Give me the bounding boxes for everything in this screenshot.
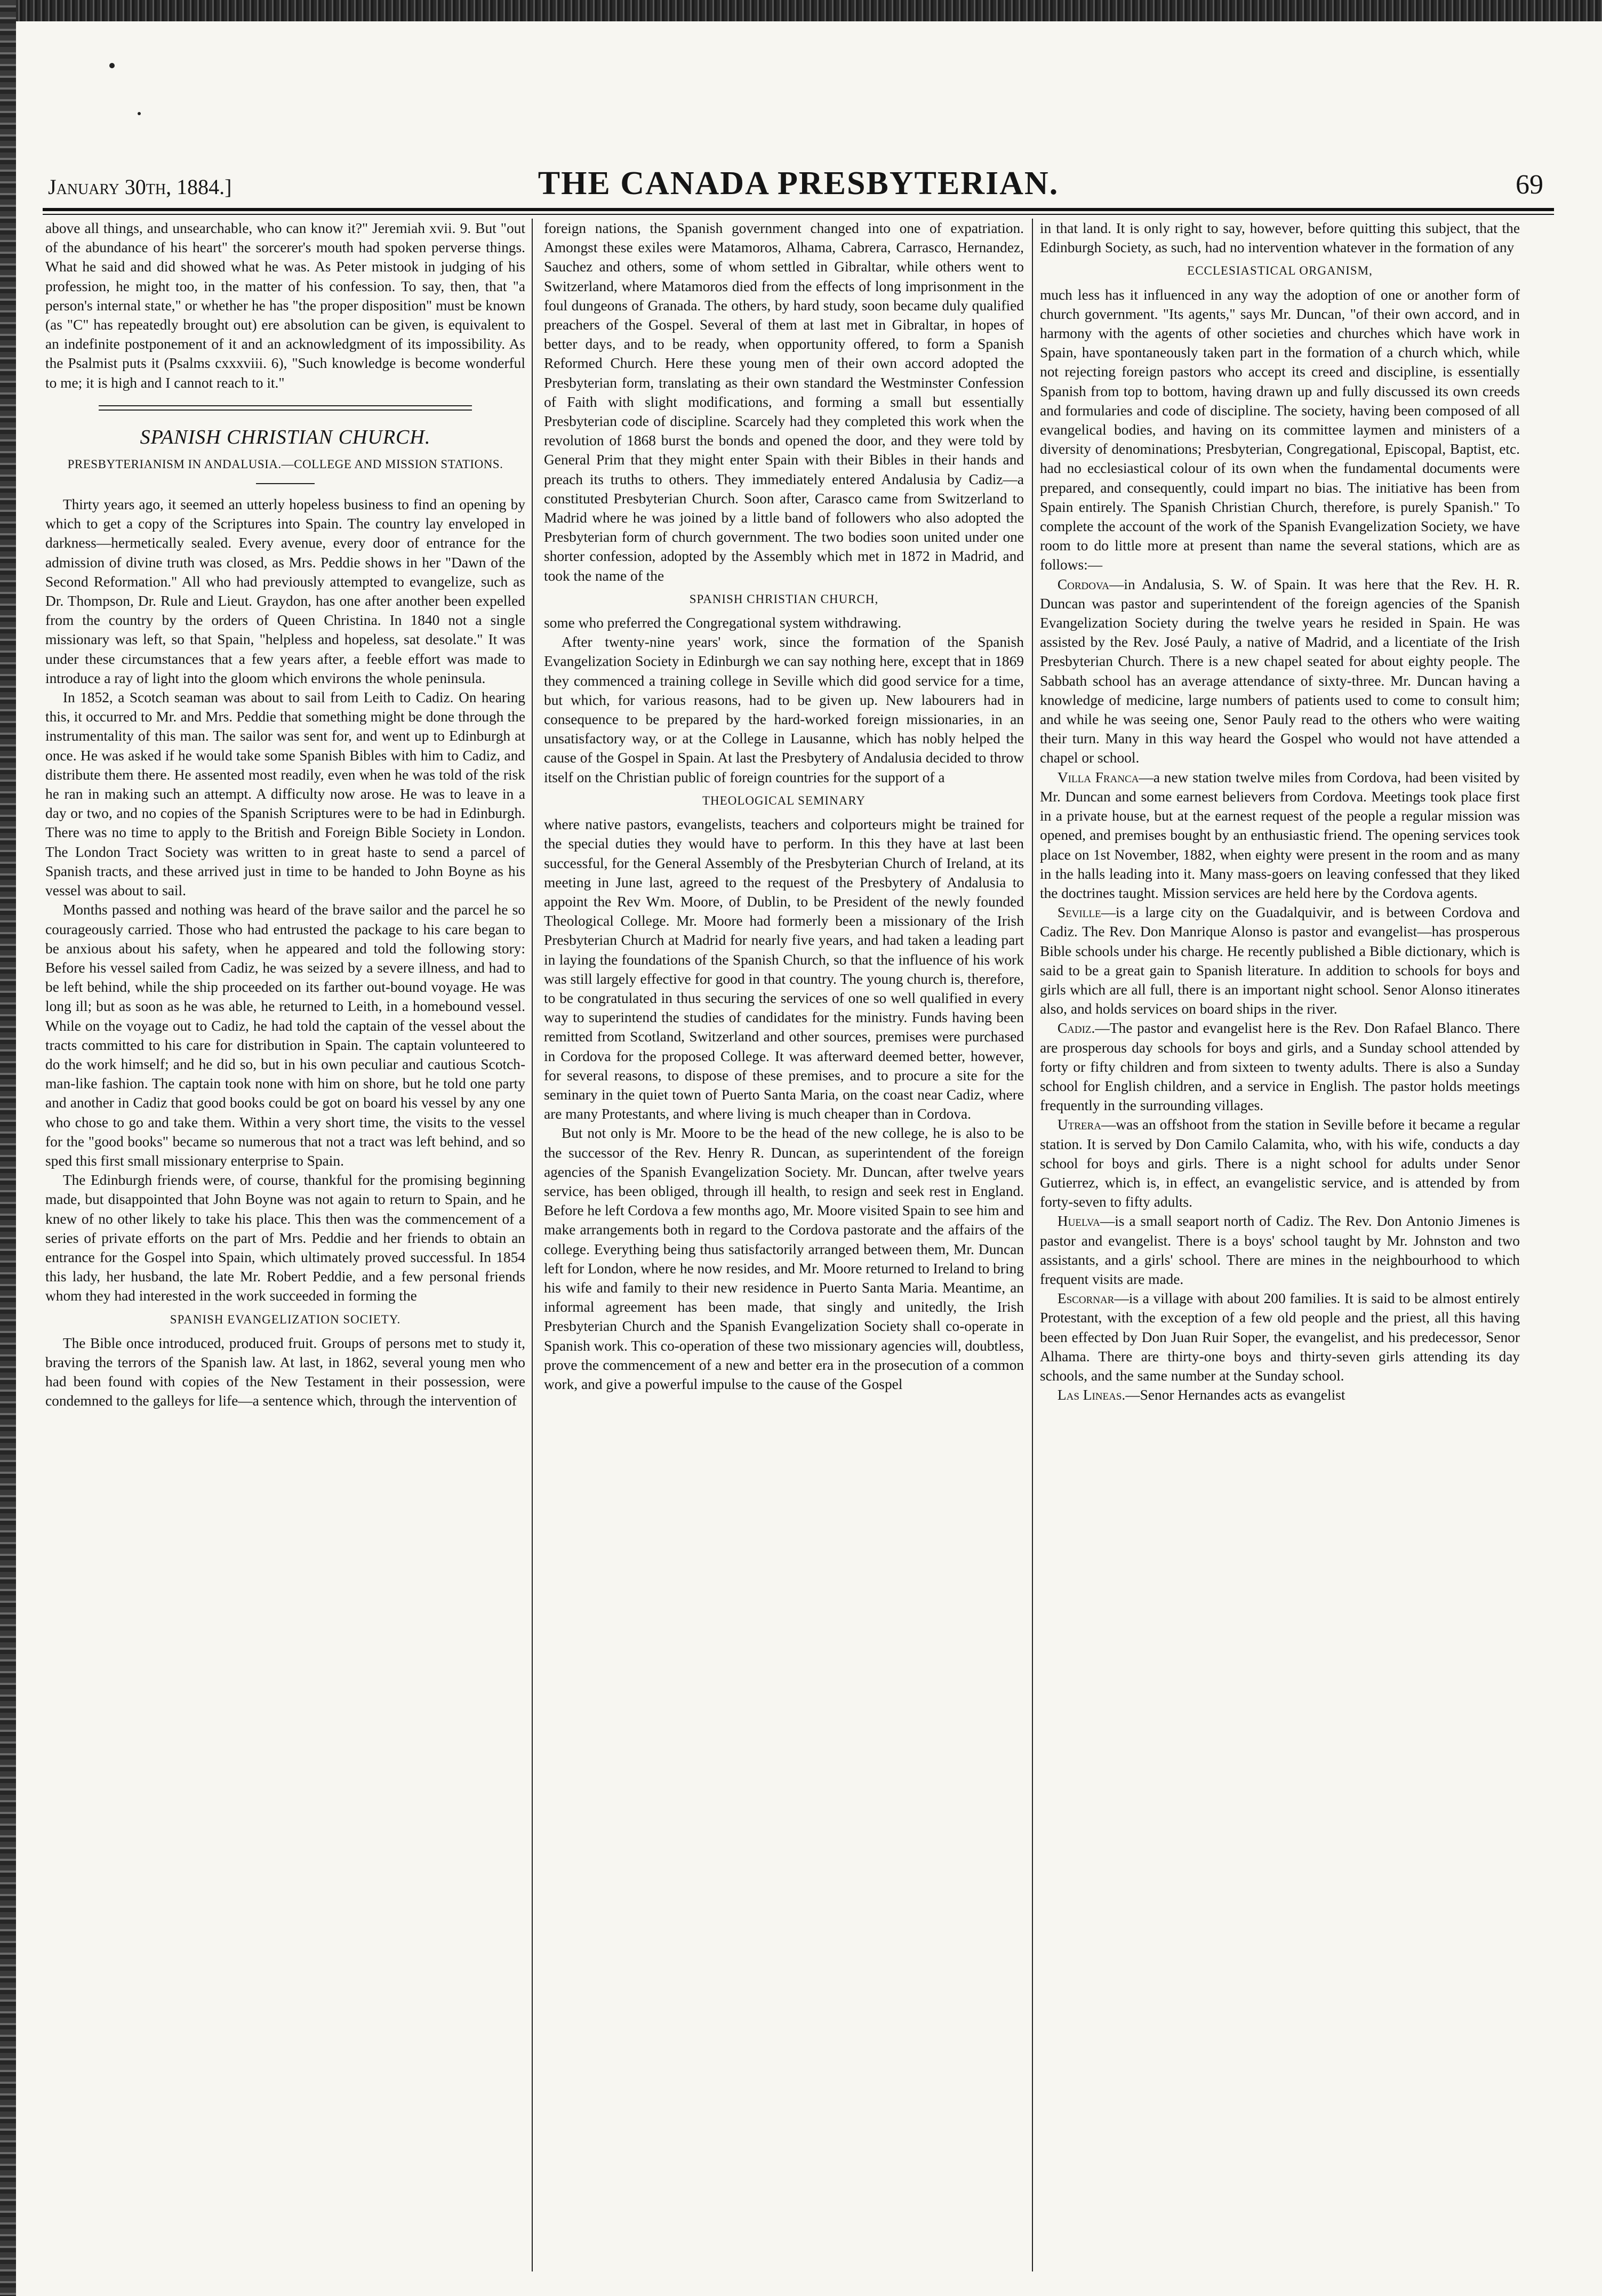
station-cadiz [1040,1018,1520,1115]
column-3 [1040,219,1520,2277]
station-villa-franca [1040,768,1520,903]
station-name: Utrera [1057,1117,1101,1133]
section-rule [99,405,472,406]
subheading: ECCLESIASTICAL ORGANISM, [1187,264,1373,278]
station-huelva [1040,1211,1520,1289]
paragraph: The Edinburgh friends were, of course, thankful for the promising beginning made, but disappointed that John Boyne was not again to return to Spain, and he knew of no other likely to take his place. This then was the commencement of a series of private efforts on the part of Mrs. Peddie and her friends to obtain an entrance for the Gospel into Spain, which ultimately proved successful. In 1854 this lady, her husband, the late Mr. Robert Peddie, and a few personal friends whom they had interested in the work succeeded in forming the [45,1172,525,1304]
article-subtitle: PRESBYTERIANISM IN ANDALUSIA.—COLLEGE AND MISSION STATIONS. [67,457,503,471]
paragraph: much less has it influenced in any way the adoption of one or another form of church government. "Its agents," says Mr. Duncan, "of their own accord, and in harmony with the agents of other societies and churches which have work in Spain, have spontaneously taken part in the formation of a church which, while not rejecting foreign pastors who accept its creed and discipline, is essentially Spanish from top to bottom, having drawn up and fully discussed its own creeds and formularies and code of discipline. The society, having been composed of all evangelical bodies, and having on its committee laymen and ministers of a diversity of denominations; Presbyterian, Congregational, Episcopal, Baptist, etc. had no ecclesiastical colour of its own when the fundamental documents were prepared, and consequently, could impart no bias. The initiative has been from Spain entirely. The Spanish Christian Church, therefore, is purely Spanish." To complete the account of the work of the Spanish Evangelization Society, we have room to do little more at present than name the several stations, which are as follows:— [1040,286,1520,573]
station-las-lineas [1040,1385,1520,1404]
station-name: Cordova [1057,576,1109,592]
header-rule [43,208,1554,211]
scan-speck [138,112,141,115]
subheading: SPANISH EVANGELIZATION SOCIETY. [170,1312,401,1326]
paragraph: In 1852, a Scotch seaman was about to sail from Leith to Cadiz. On hearing this, it occurred to Mr. and Mrs. Peddie that something might be done through the instrumentality of this man. The sailor was sent for, and went up to Edinburgh at once. He was asked if he would take some Spanish Bibles with him to Cadiz, and distribute them there. He assented most readily, even when he was told of the risk he ran in making such an attempt. A difficulty now arose. He was to leave in a day or two, and no copies of the Spanish Scriptures were to be had in Edinburgh. There was no time to apply to the British and Foreign Bible Society in London. The London Tract Society was written to in great haste to send a parcel of Spanish tracts, and these arrived just in time to be handed to John Boyne as his vessel was about to sail. [45,689,525,899]
paragraph: Months passed and nothing was heard of the brave sailor and the parcel he so courageously carried. Those who had entrusted the package to his care began to be anxious about his safety, when he appeared and told the following story: Before his vessel sailed from Cadiz, he was seized by a severe illness, and had to be left behind, while the ship proceeded on its farther out-bound voyage. He was long ill; but as soon as he was able, he returned to Leith, in a homebound vessel. While on the voyage out to Cadiz, he had told the captain of the vessel about the tracts committed to his care for distribution in Spain. The captain volunteered to do the work himself; and he did so, but in his own peculiar and cautious Scotch-man-like fashion. The captain took none with him on shore, but he told one party and another in Cadiz that good books could be got on board his vessel by any one who chose to go and take them. Within a very short time, the visits to the vessel for the "good books" became so numerous that not a tract was left behind, and so sped this first small missionary enterprise to Spain. [45,902,525,1169]
station-cordova [1040,575,1520,768]
station-text: —was an offshoot from the station in Seville before it became a regular station. It is served by Don Camilo Calamita, who, with his wife, conducts a day school for boys and girls. There is a night school for adults under Senor Gutierrez, which is, in effect, an evangelistic service, and is attended by from forty-seven to fifty adults. [1040,1117,1520,1210]
station-name: Seville [1057,904,1101,921]
station-seville [1040,903,1520,1018]
paragraph: Thirty years ago, it seemed an utterly hopeless business to find an opening by which to get a copy of the Scriptures into Spain. The country lay enveloped in darkness—hermetically sealed. Every avenue, every door of entrance for the admission of divine truth was closed, as Mrs. Peddie shows in her "Dawn of the Second Reformation." All who had previously attempted to evangelize, such as Dr. Thompson, Dr. Rule and Lieut. Graydon, has one after another been expelled from the country by the orders of Queen Christina. In 1840 not a single missionary was left, so that Spain, "helpless and hopeless, sat desolate." It was under these circumstances that a few years after, a feeble effort was made to introduce a ray of light into the gloom which environs the whole peninsula. [45,496,525,686]
subheading: SPANISH CHRISTIAN CHURCH, [689,592,879,606]
station-text: —is a large city on the Guadalquivir, and is between Cordova and Cadiz. The Rev. Don Manrique Alonso is pastor and evangelist—has prosperous Bible schools under his charge. He recently published a Bible dictionary, which is said to be a great gain to Spanish literature. In addition to schools for boys and girls which are all full, there is an important night school. Senor Alonso itinerates also, and holds services on board ships in the river. [1040,904,1520,1017]
station-text: .—Senor Hernandes acts as evangelist [1122,1387,1345,1403]
subheading: THEOLOGICAL SEMINARY [702,793,866,807]
paragraph: in that land. It is only right to say, however, before quitting this subject, that the Edinburgh Society, as such, had no intervention whatever in the formation of any [1040,220,1520,256]
station-escornar [1040,1289,1520,1385]
station-text: —in Andalusia, S. W. of Spain. It was here that the Rev. H. R. Duncan was pastor and superintendent of the foreign agencies of the Spanish Evangelization Society during the twelve years he resided in Spain. He was assisted by the Rev. José Pauly, a native of Madrid, and a licentiate of the Irish Presbyterian Church. There is a new chapel seated for about eighty people. The Sabbath school has an average attendance of sixty-three. Mr. Duncan having a knowledge of medicine, large numbers of patients used to come to consult him; and while he was seeing one, Senor Pauly read to the others who were waiting their turn. Many in this way heard the Gospel who would not have attended a chapel or school. [1040,576,1520,766]
column-rule [1032,219,1033,2271]
station-text: —a new station twelve miles from Cordova, had been visited by Mr. Duncan and some earnest believers from Cordova. Meetings took place first in a private house, but at the earnest request of the people a regular mission was opened, and premises bought by an enthusiastic friend. The opening services took place on 1st November, 1882, when eighty were present in the room and as many in the halls leading into it. Many mass-goers on leaving confessed that they liked the doctrines taught. Mission services are held here by the Cordova agents. [1040,769,1520,901]
station-name: Cadiz [1057,1020,1092,1037]
page-number: 69 [1516,170,1543,200]
station-text: —is a village with about 200 families. It is said to be almost entirely Protestant, with the exception of a few old people and the priest, all this having been effected by Don Juan Ruir Soper, the evangelist, and his predecessor, Senor Alhama. There are thirty-one boys and thirty-seven girls attending its day schools, and the same number at the Sunday school. [1040,1290,1520,1384]
station-utrera [1040,1115,1520,1211]
article-title: SPANISH CHRISTIAN CHURCH. [140,426,431,448]
paragraph: After twenty-nine years' work, since the formation of the Spanish Evangelization Society in Edinburgh we can say nothing here, except that in 1869 they commenced a training college in Seville which did good service for a time, but which, for various reasons, had to be given up. New labourers had in consequence to be prepared by the hard-worked foreign missionaries, in an unsatisfactory way, or at the College in Lausanne, which has nobly helped the cause of the Gospel in Spain. At last the Presbytery of Andalusia decided to throw itself on the Christian public of foreign countries for the support of a [544,634,1024,785]
subtitle-rule [256,483,315,484]
paragraph: But not only is Mr. Moore to be the head of the new college, he is also to be the successor of the Rev. Henry R. Duncan, as superintendent of the foreign agencies of the Spanish Evangelization Society. Mr. Duncan, after twelve years service, has been obliged, through ill health, to resign and seek rest in England. Before he left Cordova a few months ago, Mr. Moore visited Spain to see him and make arrangements both in regard to the Cordova pastorate and the affairs of the college. Everything being thus satisfactorily arranged between them, Mr. Duncan left for London, where he now resides, and Mr. Moore returned to Ireland to bring his wife and family to their new residence in Puerto Santa Maria. Meantime, an informal agreement has been made, that singly and unitedly, the Irish Presbyterian Church and the Spanish Evangelization Society shall co-operate in Spanish work. This co-operation of these two missionary agencies will, doubtless, prove the commencement of a new and better era in the prosecution of a common work, and give a powerful impulse to the cause of the Gospel [544,1125,1024,1392]
newspaper-title: THE CANADA PRESBYTERIAN. [538,165,1059,202]
station-name: Villa Franca [1057,769,1139,785]
station-name: Escornar [1057,1290,1115,1307]
station-name: Huelva [1057,1213,1100,1230]
paragraph: foreign nations, the Spanish government changed into one of expatriation. Amongst these exiles were Matamoros, Alhama, Cabrera, Carrasco, Hernandez, Sauchez and others, some of whom settled in Gibraltar, while others went to Switzerland, where Matamoros died from the effects of long imprisonment in the foul dungeons of Granada. The others, by hard study, soon became duly qualified preachers of the Gospel. Several of them at last met in Gibraltar, in hopes of better days, and to be ready, when opportunity offered, to form a Spanish Reformed Church. Here these young men of their own accord adopted the Presbyterian form, translating as their own standard the Westminster Confession of Faith with slight modifications, and forming a small but essentially Presbyterian code of discipline. Scarcely had they completed this work when the revolution of 1868 burst the bonds and opened the door, and they were told by General Prim that they might enter Spain with their Bibles in their hands and preach its truths to others. They immediately entered Andalusia by Cadiz—a constituted Presbyterian Church. Soon after, Carasco came from Switzerland to Madrid where he was joined by a little band of followers who also adopted the Presbyterian form of church government. The two bodies soon united under one shorter confession, adopted by the Assembly which met in 1872 in Madrid, and took the name of the [544,220,1024,584]
column-rule [532,219,533,2271]
intro-paragraph: above all things, and unsearchable, who can know it?" Jeremiah xvii. 9. But "out of the abundance of his heart" the sorcerer's mouth had spoken perverse things. What he said and did showed what he was. As Peter mistook in judging of his profession, he might too, in the matter of his confession. To say, then, that "a person's internal state," or whether he has "the proper disposition" must be known (as "C" has repeatedly brought out) ere absolution can be given, is equivalent to an indefinite postponement of it and an acknowledgment of its impossibility. As the Psalmist puts it (Psalms cxxxviii. 6), "Such knowledge is become wonderful to me; it is high and I cannot reach to it." [45,220,525,391]
scan-speck [109,63,115,68]
issue-date: January 30th, 1884.] [48,175,232,199]
station-text: —is a small seaport north of Cadiz. The Rev. Don Antonio Jimenes is pastor and evangelist. There is a boys' school taught by Mr. Johnston and two assistants, and a girls' school. There are mines in the neighbourhood to which frequent visits are made. [1040,1213,1520,1287]
section-rule [99,410,472,411]
column-1 [45,219,525,2277]
station-name: Las Lineas [1057,1387,1122,1403]
paragraph: where native pastors, evangelists, teachers and colporteurs might be trained for the special duties they would have to perform. In this they have at last been successful, for the General Assembly of the Presbyterian Church of Ireland, at its meeting in June last, agreed to the request of the Presbytery of Andalusia to appoint the Rev Wm. Moore, of Dublin, to be President of the newly founded Theological College. Mr. Moore had formerly been a missionary of the Irish Presbyterian Church at Madrid for nearly five years, and had taken a leading part in laying the foundations of the Spanish Church, so that the influence of his work was still largely effective for good in that country. The young church is, therefore, to be congratulated in thus securing the services of one so well qualified in every way to superintend the studies of candidates for the ministry. Funds having been remitted from Scotland, Switzerland and other sources, premises were purchased in Cordova for the proposed College. It was afterward deemed better, however, for several reasons, to dispose of these premises, and to procure a site for the seminary in the quiet town of Puerto Santa Maria, on the coast near Cadiz, where are many Protestants, and where living is much cheaper than in Cordova. [544,816,1024,1122]
scan-top-edge [0,0,1602,21]
paragraph: The Bible once introduced, produced fruit. Groups of persons met to study it, braving the terrors of the Spanish law. At last, in 1862, several young men who had been found with copies of the New Testament in their possession, were condemned to the galleys for life—a sentence which, through the intervention of [45,1335,525,1409]
page-header [43,160,1554,203]
column-2 [544,219,1024,2277]
paragraph: some who preferred the Congregational system withdrawing. [544,615,902,631]
scan-left-edge [0,0,16,2296]
station-text: .—The pastor and evangelist here is the Rev. Don Rafael Blanco. There are prosperous day schools for boys and girls, and a Sunday school attended by forty or fifty children and from sixteen to twenty adults. There is also a Sunday school for English children, and a service in English. The pastor holds meetings frequently in the surrounding villages. [1040,1020,1520,1114]
header-rule-thin [43,214,1554,215]
